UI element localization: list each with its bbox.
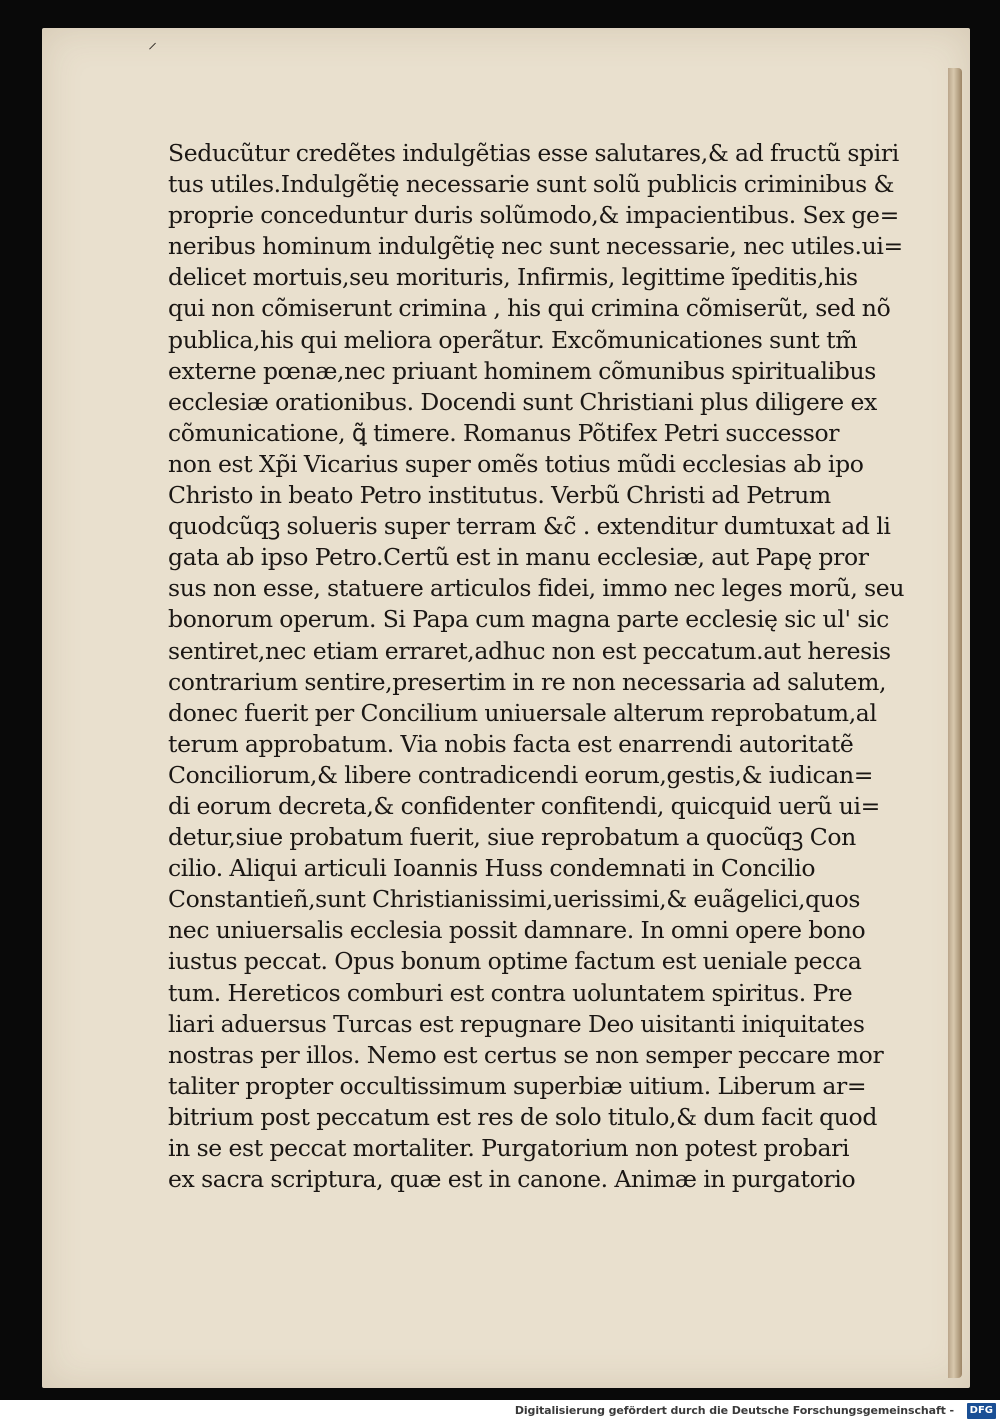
text-line: in se est peccat mortaliter. Purgatorium non potest probari: [168, 1134, 850, 1162]
text-line: contrarium sentire,presertim in re non necessaria ad salutem,: [168, 667, 887, 696]
footer-bar: [0, 1400, 1000, 1423]
text-line: di eorum decreta,& confidenter confitendi, quicquid uerũ ui=: [168, 791, 880, 820]
text-line: publica,his qui meliora operãtur. Excõmunicationes sunt tm̃: [168, 325, 858, 354]
text-line: bonorum operum. Si Papa cum magna parte ecclesię sic ul' sic: [168, 605, 889, 634]
text-line: delicet mortuis,seu morituris, Infirmis, legittime ĩpeditis,his: [168, 263, 858, 292]
text-line: iustus peccat. Opus bonum optime factum est ueniale pecca: [168, 947, 862, 976]
text-line: Conciliorum,& libere contradicendi eorum,gestis,& iudican=: [168, 760, 874, 789]
text-line: donec fuerit per Concilium uniuersale alterum reprobatum,al: [168, 698, 877, 727]
text-line: cilio. Aliqui articuli Ioannis Huss condemnati in Concilio: [168, 854, 816, 883]
text-line: tus utiles.Indulgẽtię necessarie sunt solũ publicis criminibus &: [168, 170, 895, 199]
text-line: Constantieñ,sunt Christianissimi,uerissimi,& euãgelici,quos: [168, 885, 861, 914]
text-line: gata ab ipso Petro.Certũ est in manu ecclesiæ, aut Papę pror: [168, 543, 869, 572]
text-line: tum. Hereticos comburi est contra uoluntatem spiritus. Pre: [168, 978, 853, 1007]
digitization-credit: Digitalisierung gefördert durch die Deutsche Forschungsgemeinschaft -: [514, 1404, 954, 1417]
text-line: neribus hominum indulgẽtię nec sunt necessarie, nec utiles.ui=: [168, 232, 903, 261]
text-line: ex sacra scriptura, quæ est in canone. Animæ in purgatorio: [168, 1165, 856, 1194]
ink-mark-icon: ⸝: [148, 32, 157, 53]
text-line: non est Xp̃i Vicarius super omẽs totius mũdi ecclesias ab ipo: [168, 449, 864, 478]
text-line: bitrium post peccatum est res de solo titulo,& dum facit quod: [168, 1102, 878, 1131]
page-text: [168, 138, 910, 1195]
text-line: externe pœnæ,nec priuant hominem cõmunibus spiritualibus: [168, 356, 876, 385]
text-line: sentiret,nec etiam erraret,adhuc non est peccatum.aut heresis: [168, 636, 891, 665]
text-line: nec uniuersalis ecclesia possit damnare. In omni opere bono: [168, 916, 866, 945]
text-line: Christo in beato Petro institutus. Verbũ Christi ad Petrum: [168, 481, 831, 510]
text-line: ecclesiæ orationibus. Docendi sunt Christiani plus diligere ex: [168, 387, 877, 416]
text-line: detur,siue probatum fuerit, siue reprobatum a quocũqꝫ Con: [168, 823, 856, 852]
text-line: nostras per illos. Nemo est certus se non semper peccare mor: [168, 1040, 884, 1069]
text-line: Seducũtur credẽtes indulgẽtias esse salutares,& ad fructũ spiri: [168, 139, 899, 167]
text-line: terum approbatum. Via nobis facta est enarrendi autoritatẽ: [168, 729, 854, 758]
text-line: quodcũqꝫ solueris super terram &c̃ . extenditur dumtuxat ad li: [168, 512, 891, 541]
text-line: qui non cõmiserunt crimina , his qui crimina cõmiserũt, sed nõ: [168, 294, 891, 323]
text-line: liari aduersus Turcas est repugnare Deo uisitanti iniquitates: [168, 1009, 865, 1038]
text-line: taliter propter occultissimum superbiæ uitium. Liberum ar=: [168, 1071, 867, 1100]
page-edge: [948, 68, 962, 1378]
text-line: sus non esse, statuere articulos fidei, immo nec leges morũ, seu: [168, 574, 905, 603]
text-line: proprie conceduntur duris solũmodo,& impacientibus. Sex ge=: [168, 201, 899, 230]
text-line: cõmunicatione, ꝗ̃ timere. Romanus Põtifex Petri successor: [168, 418, 840, 447]
dfg-logo-icon: DFG: [967, 1403, 996, 1419]
